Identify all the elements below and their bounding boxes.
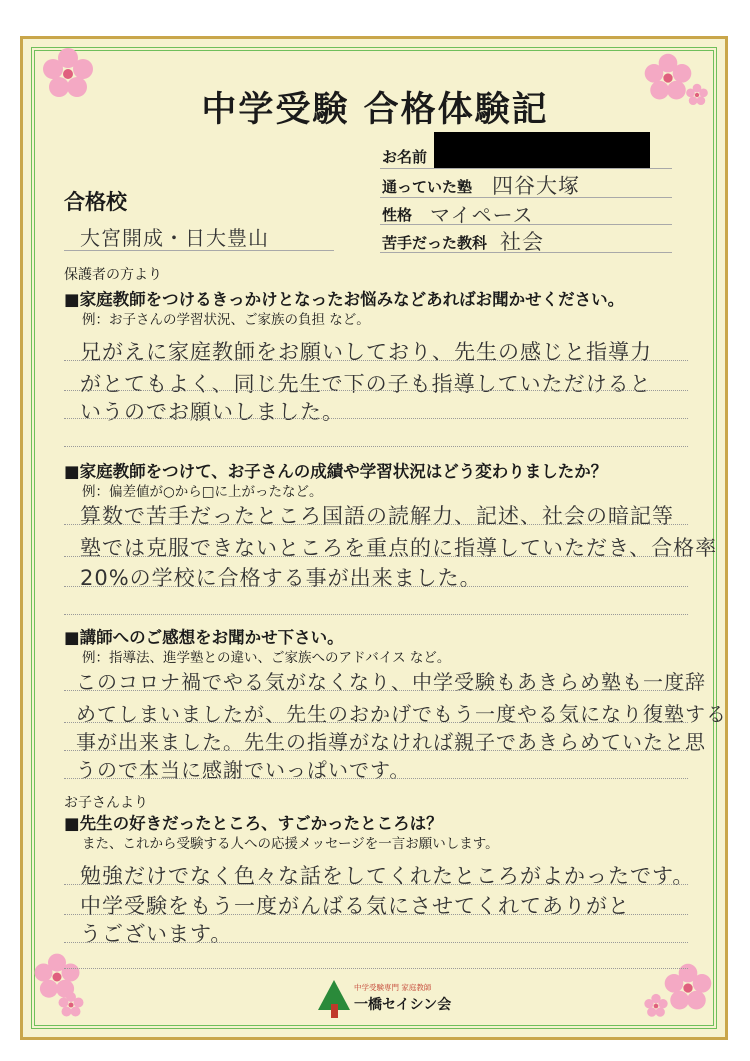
name-label: お名前 (382, 148, 428, 166)
writing-line (64, 524, 688, 525)
juku-underline (380, 197, 672, 198)
writing-line (64, 360, 688, 361)
writing-line (64, 446, 688, 447)
answer-3-line: 事が出来ました。先生の指導がなければ親子であきらめていたと思 (76, 730, 706, 754)
question-2: ■家庭教師をつけて、お子さんの成績や学習状況はどう変わりましたか？ (64, 462, 608, 481)
question-4: ■先生の好きだったところ、すごかったところは？ (64, 814, 443, 833)
school-value: 大宮開成・日大豊山 (80, 226, 269, 250)
cherry-blossom-icon (56, 990, 86, 1020)
answer-2-line: 塾では克服できないところを重点的に指導していただき、合格率 (80, 536, 718, 560)
answer-1-line: いうのでお願いしました。 (80, 400, 344, 424)
juku-label: 通っていた塾 (382, 178, 473, 196)
weak-subject-underline (380, 252, 672, 253)
question-3: ■講師へのご感想をお聞かせ下さい。 (64, 628, 344, 647)
school-underline (64, 250, 334, 251)
child-section-label: お子さんより (64, 795, 148, 811)
company-logo (318, 980, 452, 1020)
personality-underline (380, 224, 672, 225)
example-3: 例：指導法、進学塾との違い、ご家族へのアドバイス など。 (82, 650, 451, 666)
guardian-section-label: 保護者の方より (64, 267, 162, 283)
page-title: 中学受験 合格体験記 (201, 89, 549, 130)
cherry-blossom-icon (642, 992, 670, 1020)
answer-2-line: 算数で苦手だったところ国語の読解力、記述、社会の暗記等 (80, 504, 674, 528)
juku-value: 四谷大塚 (492, 174, 580, 198)
school-label: 合格校 (64, 189, 127, 214)
redacted-name (434, 132, 650, 168)
tree-trunk (331, 1004, 338, 1018)
writing-line (64, 390, 688, 391)
answer-4-line: 中学受験をもう一度がんばる気にさせてくれてありがと (80, 894, 630, 918)
name-underline (380, 168, 672, 169)
writing-line (64, 778, 688, 779)
answer-1-line: がとてもよく、同じ先生で下の子も指導していただけると (80, 372, 652, 396)
answer-4-line: うございます。 (80, 922, 233, 946)
personality-label: 性格 (382, 206, 413, 224)
answer-3-line: めてしまいましたが、先生のおかげでもう一度やる気になり復塾する (76, 702, 727, 726)
writing-line (64, 750, 688, 751)
writing-line (64, 418, 688, 419)
writing-line (64, 884, 688, 885)
weak-subject-label: 苦手だった教科 (382, 234, 488, 252)
personality-value: マイペース (430, 203, 534, 227)
example-2: 例：偏差値が○から□に上がったなど。 (82, 484, 323, 500)
weak-subject-value: 社会 (500, 230, 544, 254)
writing-line (64, 914, 688, 915)
writing-line (64, 942, 688, 943)
answer-4-line: 勉強だけでなく色々な話をしてくれたところがよかったです。 (80, 864, 695, 888)
writing-line (64, 614, 688, 615)
writing-line (64, 556, 688, 557)
writing-line (64, 690, 688, 691)
writing-line (64, 722, 688, 723)
answer-2-line: 20%の学校に合格する事が出来ました。 (80, 566, 482, 590)
logo-name: 一橋セイシン会 (354, 997, 452, 1013)
answer-3-line: このコロナ禍でやる気がなくなり、中学受験もあきらめ塾も一度辞 (76, 670, 706, 694)
answer-3-line: うので本当に感謝でいっぱいです。 (76, 758, 411, 782)
writing-line (64, 586, 688, 587)
answer-1-line: 兄がえに家庭教師をお願いしており、先生の感じと指導力 (80, 340, 652, 364)
writing-line (64, 968, 688, 969)
logo-tagline: 中学受験専門 家庭教師 (354, 983, 432, 992)
example-4: また、これから受験する人への応援メッセージを一言お願いします。 (82, 836, 499, 852)
question-1: ■家庭教師をつけるきっかけとなったお悩みなどあればお聞かせください。 (64, 290, 625, 309)
example-1: 例：お子さんの学習状況、ご家族の負担 など。 (82, 312, 370, 328)
